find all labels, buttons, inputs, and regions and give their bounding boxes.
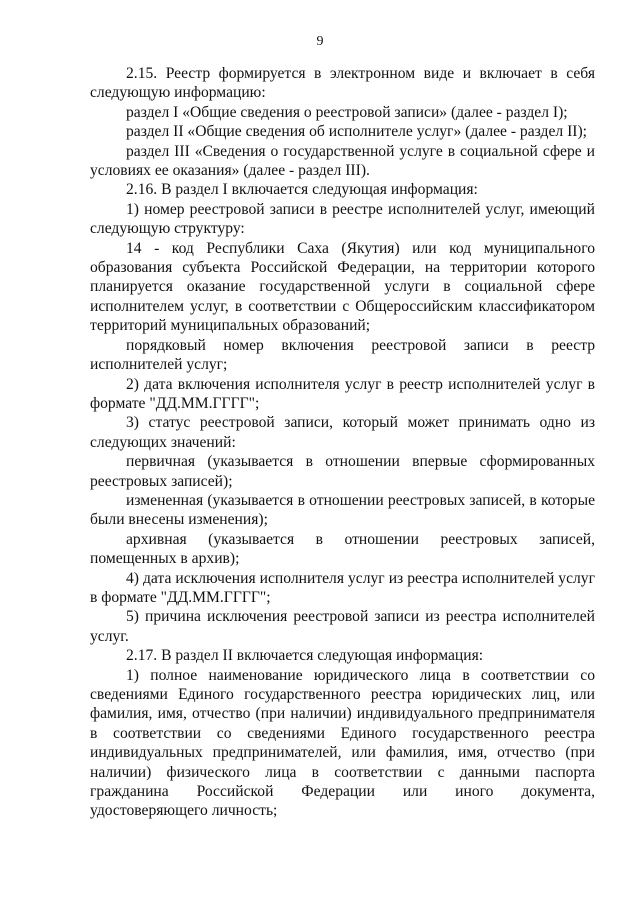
paragraph-sequence-number: порядковый номер включения реестровой записи в реестр исполнителей услуг; <box>90 336 595 374</box>
page-number: 9 <box>316 34 324 49</box>
document-body <box>90 64 595 821</box>
paragraph-item-4: 4) дата исключения исполнителя услуг из реестра исполнителей услуг в формате "ДД.ММ.ГГГГ"; <box>90 569 595 606</box>
paragraph-2-16: 2.16. В раздел I включается следующая информация: <box>126 181 478 199</box>
paragraph-item-2: 2) дата включения исполнителя услуг в реестр исполнителей услуг в формате "ДД.ММ.ГГГГ"; <box>90 375 595 412</box>
paragraph-code-14: 14 - код Республики Саха (Якутия) или код муниципального образования субъекта Российской Федерации, на территории которого планируется оказание государственной услуги в социальной сфере исполнителем услуг, в соответствии с Общероссийским классификатором территорий муниципальных образований; <box>90 239 595 335</box>
paragraph-2-15: 2.15. Реестр формируется в электронном виде и включает в себя следующую информацию: <box>90 65 595 102</box>
paragraph-2-17: 2.17. В раздел II включается следующая информация: <box>126 647 484 665</box>
paragraph-item-3: 3) статус реестровой записи, который может принимать одно из следующих значений: <box>90 414 595 451</box>
paragraph-section-3: раздел III «Сведения о государственной услуге в социальной сфере и условиях ее оказания» (далее - раздел III). <box>90 142 595 180</box>
paragraph-status-changed: измененная (указывается в отношении реестровых записей, в которые были внесены изменения); <box>90 491 595 529</box>
paragraph-section-2: раздел II «Общие сведения об исполнителе услуг» (далее - раздел II); <box>126 123 587 141</box>
paragraph-status-primary: первичная (указывается в отношении впервые сформированных реестровых записей); <box>90 453 595 490</box>
paragraph-2-17-item-1: 1) полное наименование юридического лица в соответствии со сведениями Единого государственного реестра юридических лиц, или фамилия, имя, отчество (при наличии) индивидуального предпринимателя в соответствии со сведениями Единого государственного реестра индивидуальных предпринимателей, или фамилия, имя, отчество (при наличии) физического лица в соответствии с данными паспорта гражданина Российской Федерации или иного документа, удостоверяющего личность; <box>90 666 595 820</box>
paragraph-section-1: раздел I «Общие сведения о реестровой записи» (далее - раздел I); <box>126 103 568 121</box>
paragraph-item-1: 1) номер реестровой записи в реестре исполнителей услуг, имеющий следующую структуру: <box>90 200 595 238</box>
paragraph-status-archived: архивная (указывается в отношении реестровых записей, помещенных в архив); <box>90 530 595 568</box>
paragraph-item-5: 5) причина исключения реестровой записи из реестра исполнителей услуг. <box>90 608 595 645</box>
